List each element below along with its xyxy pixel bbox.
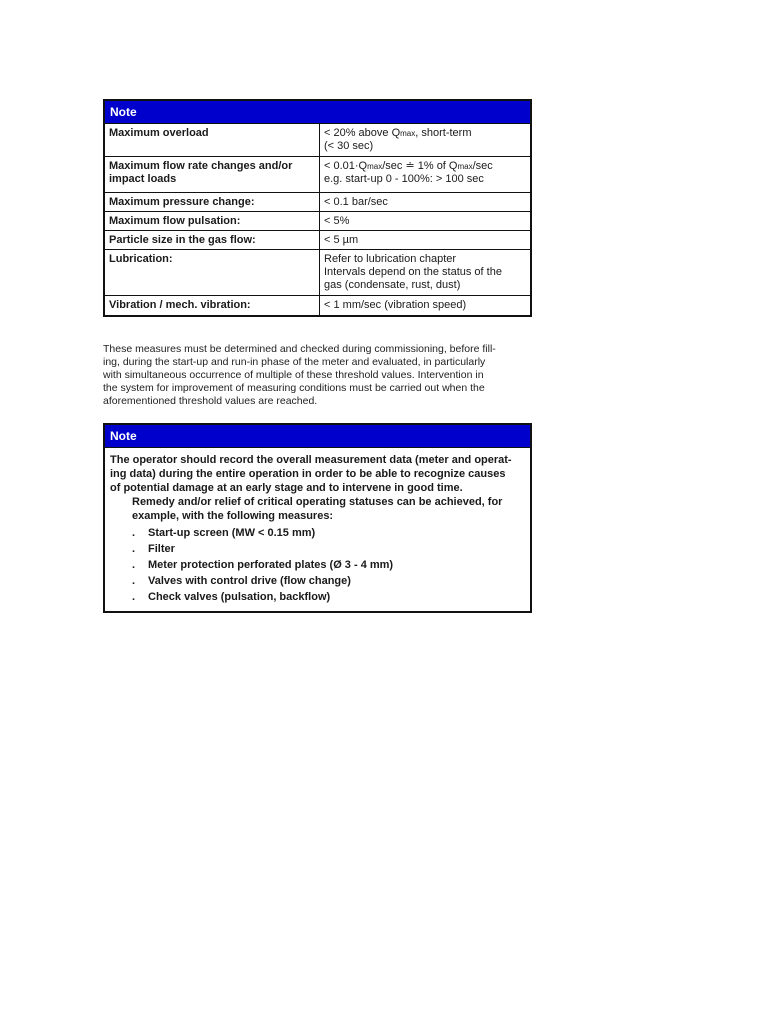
param-cell: Vibration / mech. vibration: — [105, 295, 320, 315]
list-item: . Check valves (pulsation, backflow) — [132, 591, 331, 603]
list-item: . Valves with control drive (flow change) — [132, 575, 351, 587]
note-box-header: Note — [105, 425, 530, 448]
paragraph-line: with simultaneous occurrence of multiple of these threshold values. Intervention in — [103, 369, 484, 381]
paragraph-line: aforementioned threshold values are reached. — [103, 395, 318, 407]
value-cell: Refer to lubrication chapter Intervals depend on the status of the gas (condensate, rust, dust) — [320, 249, 531, 295]
param-cell: Maximum overload — [105, 124, 320, 156]
bullet-icon: . — [132, 543, 136, 555]
paragraph-line: These measures must be determined and checked during commissioning, before fill- — [103, 343, 496, 355]
list-item: . Start-up screen (MW < 0.15 mm) — [132, 527, 316, 539]
list-item: . Filter — [132, 543, 175, 555]
value-cell: < 5 µm — [320, 230, 531, 249]
value-cell — [320, 124, 531, 156]
note-box-body — [105, 448, 530, 611]
table-row — [105, 249, 530, 295]
intro-line: ing data) during the entire operation in order to be able to recognize causes — [110, 468, 506, 480]
param-cell: Lubrication: — [105, 249, 320, 295]
value-cell: < 0.1 bar/sec — [320, 192, 531, 211]
value-cell — [320, 156, 531, 192]
table-row — [105, 211, 530, 230]
measures-list — [110, 525, 524, 605]
bullet-icon: . — [132, 591, 136, 603]
body-paragraph — [103, 343, 543, 408]
value-cell: < 1 mm/sec (vibration speed) — [320, 295, 531, 315]
note-box — [103, 423, 532, 613]
table-row — [105, 156, 530, 192]
value-line: < 20% above Qmax, short-term — [324, 127, 472, 139]
remedy-line: Remedy and/or relief of critical operating statuses can be achieved, for — [132, 496, 503, 508]
intro-line: The operator should record the overall measurement data (meter and operat- — [110, 454, 512, 466]
paragraph-line: ing, during the start-up and run-in phase of the meter and evaluated, in particularly — [103, 356, 486, 368]
param-cell: Particle size in the gas flow: — [105, 230, 320, 249]
value-line: < 0.01·Qmax/sec ≐ 1% of Qmax/sec — [324, 159, 493, 172]
remedy-text — [110, 495, 524, 523]
remedy-line: example, with the following measures: — [132, 510, 334, 522]
table-row — [105, 295, 530, 315]
table-row — [105, 124, 530, 156]
bullet-icon: . — [132, 527, 136, 539]
bullet-icon: . — [132, 559, 136, 571]
table-row — [105, 230, 530, 249]
bullet-icon: . — [132, 575, 136, 587]
list-item: . Meter protection perforated plates (Ø 3 - 4 mm) — [132, 559, 394, 571]
param-cell: Maximum flow pulsation: — [105, 211, 320, 230]
table-row — [105, 192, 530, 211]
intro-line: of potential damage at an early stage and to intervene in good time. — [110, 482, 463, 494]
value-cell: < 5% — [320, 211, 531, 230]
note-table-header: Note — [105, 101, 530, 124]
note-table — [103, 99, 532, 317]
paragraph-line: the system for improvement of measuring conditions must be carried out when the — [103, 382, 485, 394]
param-cell: Maximum pressure change: — [105, 192, 320, 211]
param-cell: Maximum flow rate changes and/or impact loads — [105, 156, 320, 192]
value-line: (< 30 sec) — [324, 140, 374, 152]
value-line: e.g. start-up 0 - 100%: > 100 sec — [324, 172, 484, 185]
threshold-table — [105, 124, 530, 315]
